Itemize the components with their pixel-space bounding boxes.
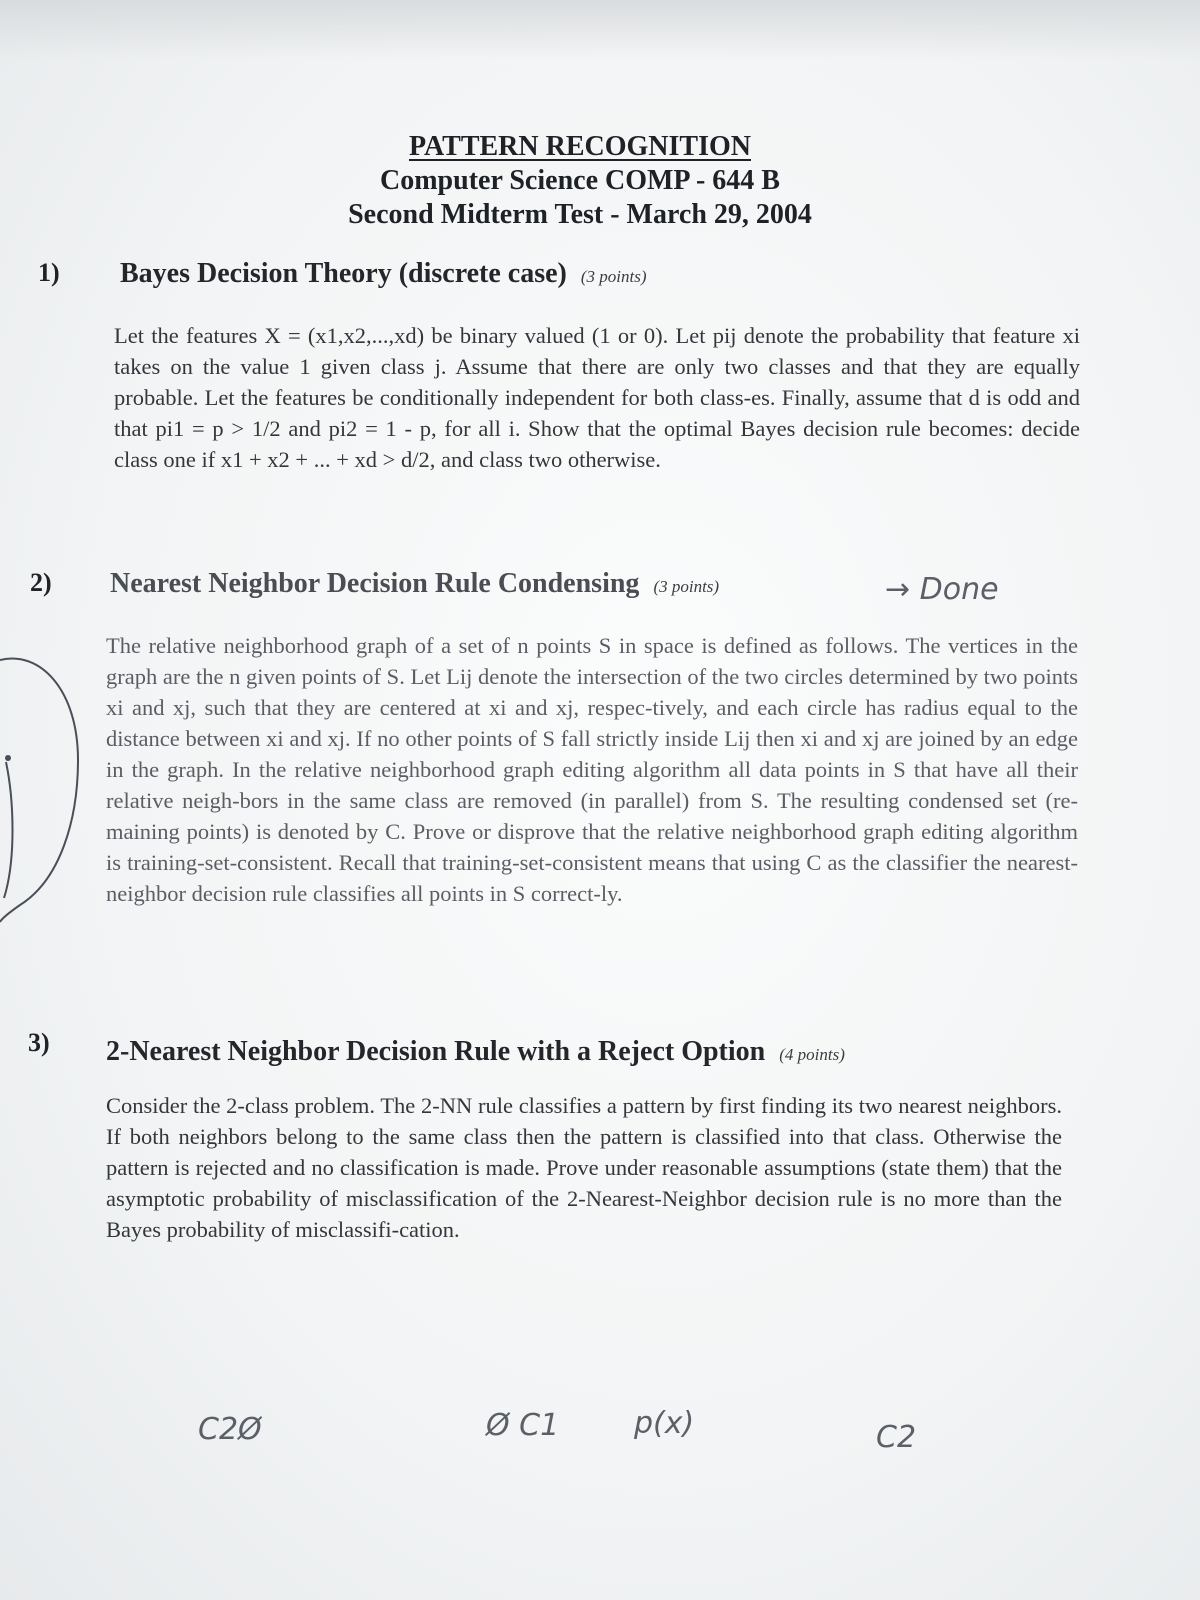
question-title-text: 2-Nearest Neighbor Decision Rule with a Reject Option: [106, 1036, 766, 1067]
question-title: [106, 1036, 845, 1068]
question-number: 3): [28, 1028, 50, 1057]
question-body: Let the features X = (x1,x2,...,xd) be binary valued (1 or 0). Let pij denote the probability that feature xi takes on the value 1 given class j. Assume that there are only two classes and that they are equally probable. Let the features be conditionally independent for both class-es. Finally, assume that d is odd and that pi1 = p > 1/2 and pi2 = 1 - p, for all i. Show that the optimal Bayes decision rule becomes: decide class one if x1 + x2 + ... + xd > d/2, and class two otherwise.: [114, 323, 1080, 472]
page-shadow: [0, 0, 1200, 60]
question-body: Consider the 2-class problem. The 2-NN rule classifies a pattern by first finding its two nearest neighbors. If both neighbors belong to the same class then the pattern is classified into that class. Otherwise the pattern is rejected and no classification is made. Prove under reasonable assumptions (state them) that the asymptotic probability of misclassification of the 2-Nearest-Neighbor decision rule is no more than the Bayes probability of misclassifi-cation.: [106, 1093, 1062, 1242]
question-points: (3 points): [653, 577, 720, 596]
question-title: [120, 258, 647, 290]
handwritten-note: C2Ø: [198, 1412, 262, 1447]
exam-date-line: Second Midterm Test - March 29, 2004: [348, 199, 812, 230]
handwritten-note: C2: [876, 1420, 917, 1455]
handwritten-note: Ø C1: [486, 1408, 560, 1443]
exam-header: [0, 130, 1160, 232]
question-body: The relative neighborhood graph of a set of n points S in space is defined as follows. The vertices in the graph are the n given points of S. Let Lij denote the intersection of the two circles determined by two points xi and xj, such that they are centered at xi and xj, respec-tively, and each circle has radius equal to the distance between xi and xj. If no other points of S fall strictly inside Lij then xi and xj are joined by an edge in the graph. In the relative neighborhood graph editing algorithm all data points in S that have all their relative neigh-bors in the same class are removed (in parallel) from S. The resulting condensed set (re-maining points) is denoted by C. Prove or disprove that the relative neighborhood graph editing algorithm is training-set-consistent. Recall that training-set-consistent means that using C as the classifier the nearest-neighbor decision rule classifies all points in S correct-ly.: [106, 633, 1078, 906]
question-number: 1): [38, 258, 60, 287]
handwritten-note: → Done: [885, 572, 999, 607]
question-title-text: Bayes Decision Theory (discrete case): [120, 258, 567, 289]
question-points: (4 points): [779, 1045, 845, 1064]
question-title-text: Nearest Neighbor Decision Rule Condensing: [110, 568, 640, 599]
course-line: Computer Science COMP - 644 B: [380, 165, 780, 196]
question-points: (3 points): [580, 267, 647, 286]
margin-pen-loop: [0, 650, 90, 950]
question-title: [110, 568, 719, 600]
question-number: 2): [30, 568, 52, 597]
handwritten-note: p(x): [634, 1406, 695, 1441]
exam-title: PATTERN RECOGNITION: [408, 131, 751, 162]
